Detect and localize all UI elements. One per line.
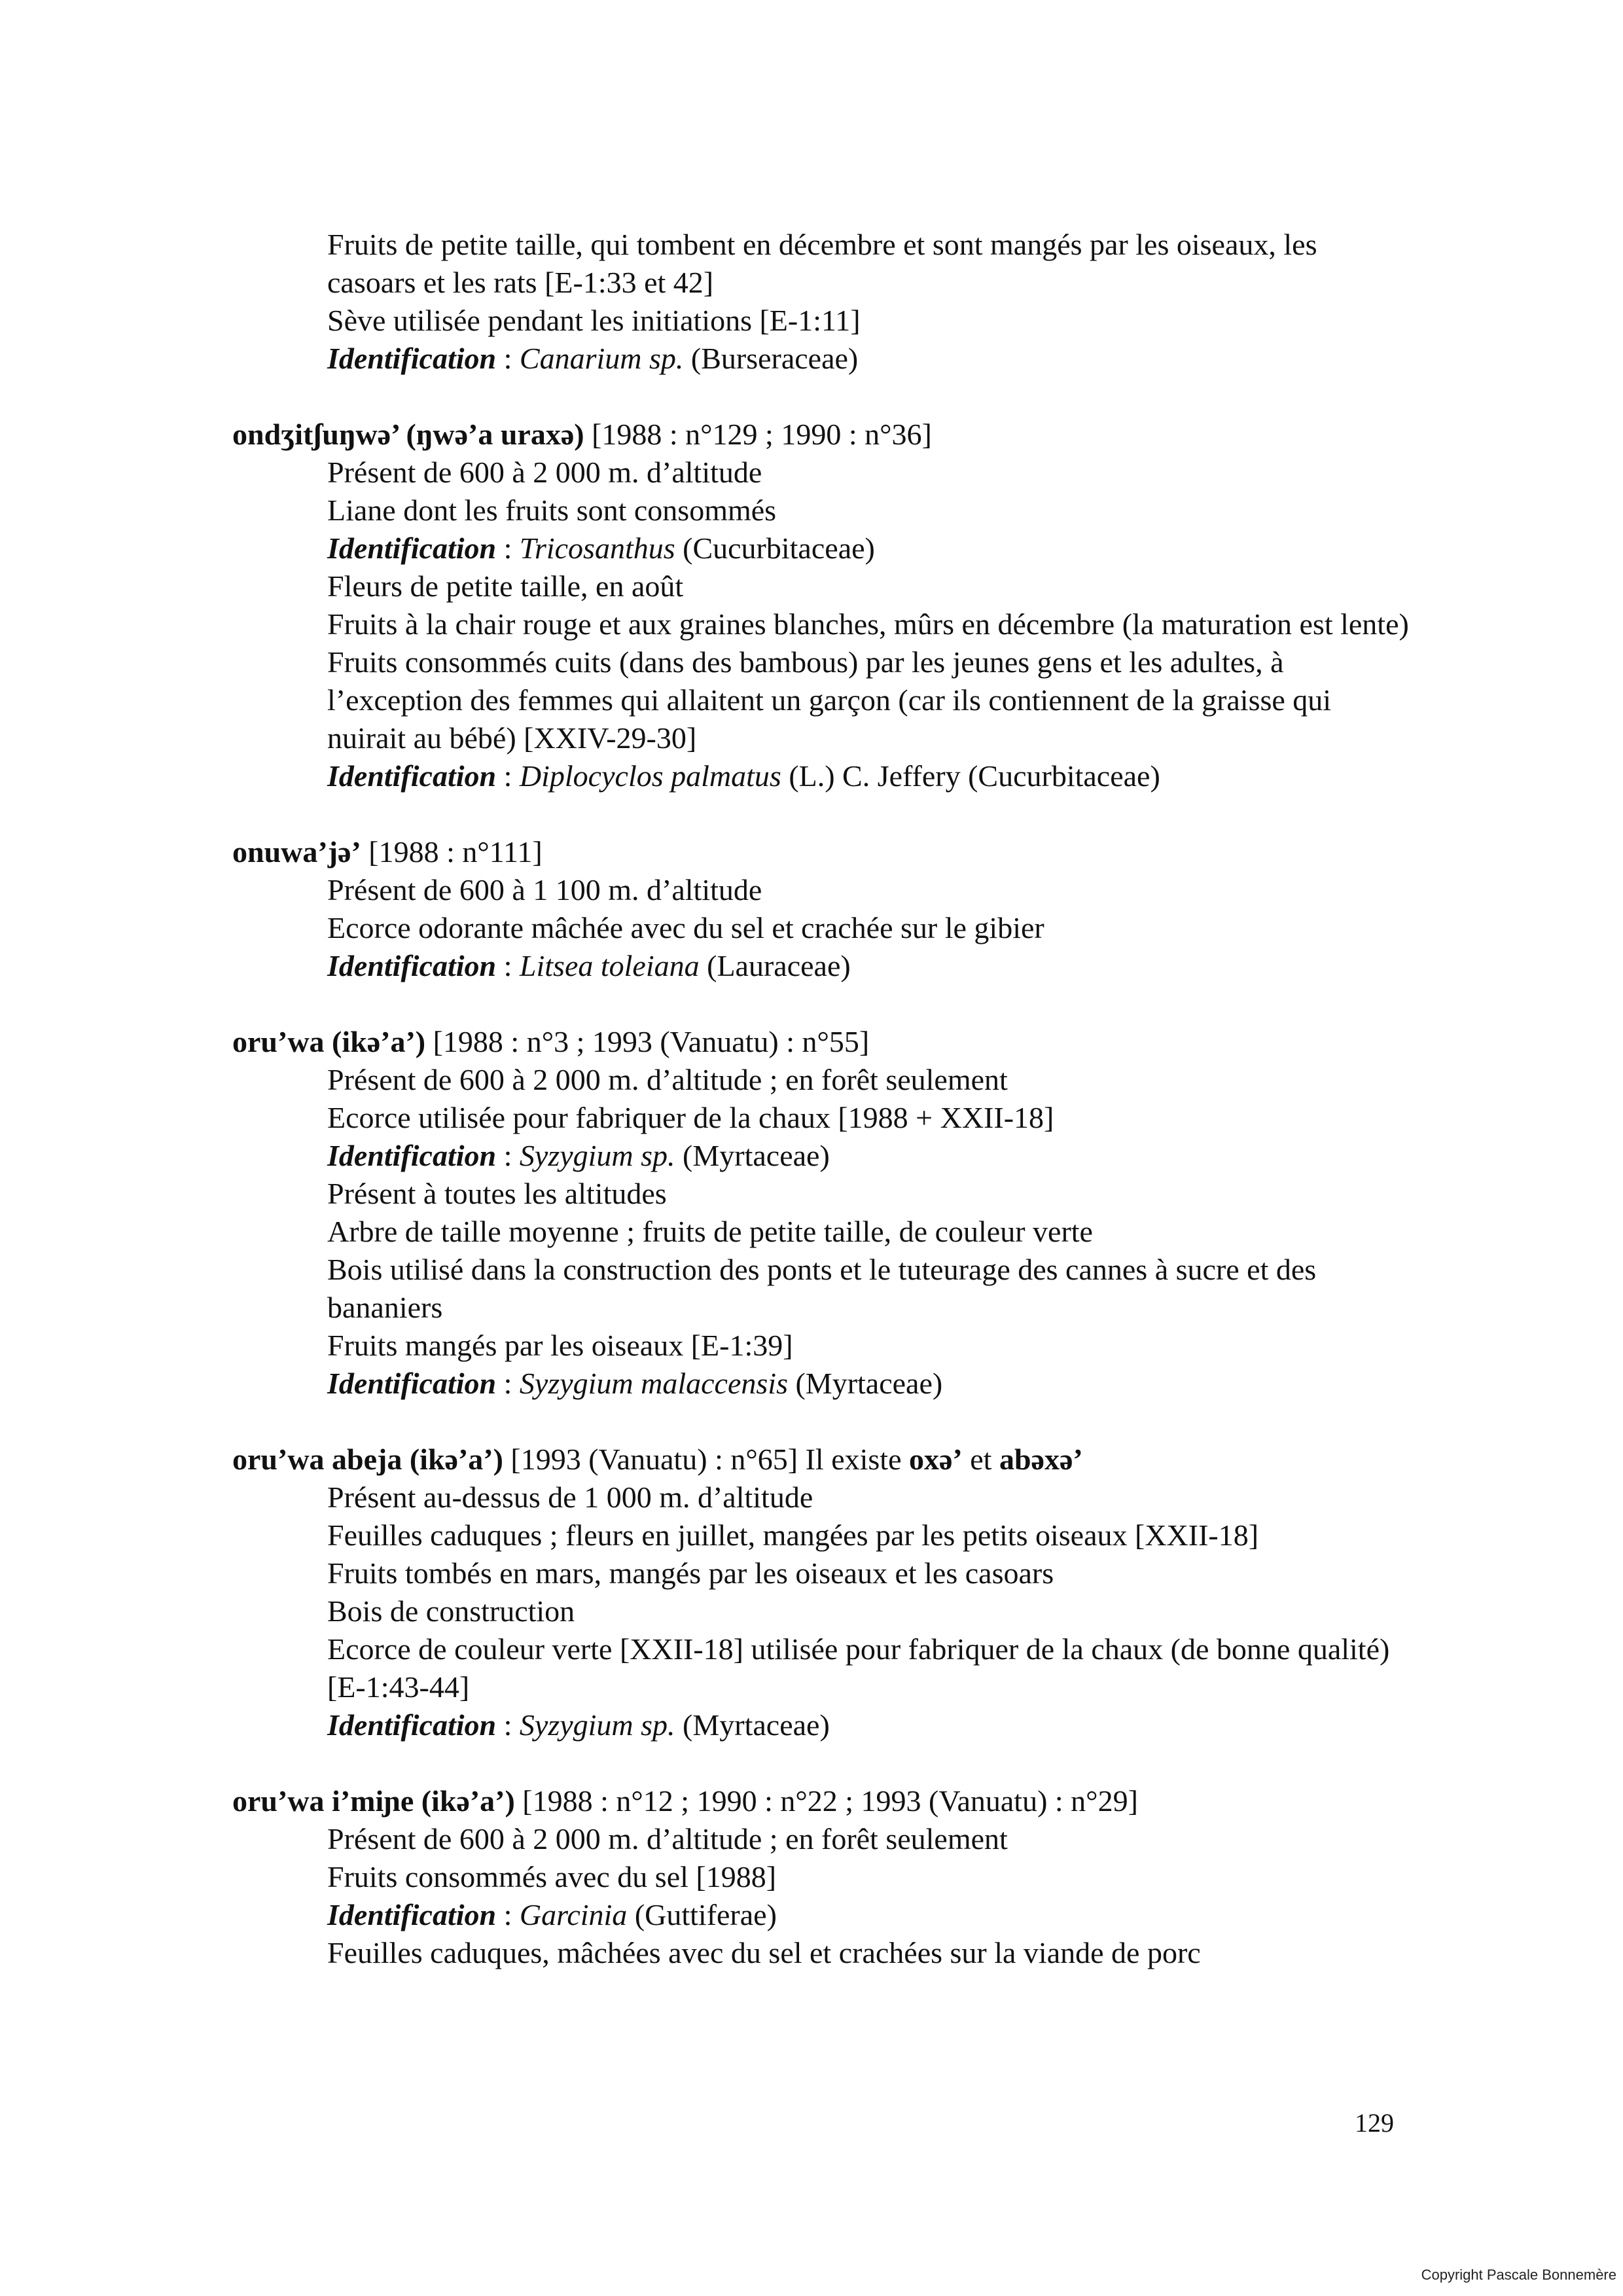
taxon-name: Canarium sp. <box>519 342 684 375</box>
variant-name: abəxə’ <box>999 1443 1083 1476</box>
entry-continuation <box>232 226 1410 378</box>
taxon-family: (Myrtaceae) <box>683 1708 830 1742</box>
identification-line <box>232 947 1410 985</box>
headword-line <box>232 416 1410 454</box>
headword: oru’wa i’miɲe (ikə’a’) <box>232 1784 515 1818</box>
headword: oru’wa (ikə’a’) <box>232 1025 426 1058</box>
headword-refs: [1988 : n°12 ; 1990 : n°22 ; 1993 (Vanuatu) : n°29] <box>522 1784 1138 1818</box>
identification-line <box>232 529 1410 567</box>
identification-separator: : <box>496 1139 520 1172</box>
taxon-family: (Lauraceae) <box>707 949 851 982</box>
entry-line: Feuilles caduques ; fleurs en juillet, mangées par les petits oiseaux [XXII-18] <box>327 1518 1259 1552</box>
entry-line: Fruits consommés cuits (dans des bambous) par les jeunes gens et les adultes, à l’exception des femmes qui allaitent un garçon (car ils contiennent de la graisse qui nuirait au bébé) [XXIV-29-30] <box>327 645 1332 755</box>
entry-line: Fruits tombés en mars, mangés par les oiseaux et les casoars <box>327 1556 1054 1590</box>
entry-line: Fruits de petite taille, qui tombent en décembre et sont mangés par les oiseaux, les casoars et les rats [E-1:33 et 42] <box>327 228 1317 299</box>
entry-onuwaje <box>232 833 1410 985</box>
entry-oruwa-imine <box>232 1782 1410 1972</box>
headword-refs: [1988 : n°3 ; 1993 (Vanuatu) : n°55] <box>433 1025 870 1058</box>
identification-label: Identification <box>327 759 497 793</box>
entry-oruwa <box>232 1023 1410 1403</box>
identification-separator: : <box>496 1367 520 1400</box>
identification-separator: : <box>496 531 520 565</box>
identification-separator: : <box>496 759 520 793</box>
headword-line <box>232 833 1410 871</box>
entry-line: Présent de 600 à 2 000 m. d’altitude ; en forêt seulement <box>327 1063 1008 1096</box>
copyright-notice: Copyright Pascale Bonnemère <box>1421 2267 1616 2283</box>
taxon-name: Garcinia <box>519 1898 628 1931</box>
entry-line: Présent à toutes les altitudes <box>327 1177 667 1210</box>
headword: oru’wa abeja (ikə’a’) <box>232 1443 503 1476</box>
identification-line <box>232 757 1410 795</box>
identification-separator: : <box>496 1708 520 1742</box>
entry-oruwa-abeja <box>232 1441 1410 1744</box>
taxon-name: Litsea toleiana <box>519 949 700 982</box>
taxon-family: (Myrtaceae) <box>683 1139 830 1172</box>
identification-label: Identification <box>327 342 497 375</box>
headword-line <box>232 1023 1410 1061</box>
entry-line: Fleurs de petite taille, en août <box>327 569 684 603</box>
headword-line <box>232 1441 1410 1479</box>
headword: ondʒitʃuŋwə’ (ŋwə’a uraxə) <box>232 418 584 451</box>
identification-label: Identification <box>327 1139 497 1172</box>
headword-refs: [1988 : n°111] <box>368 835 543 869</box>
entry-line: Fruits à la chair rouge et aux graines blanches, mûrs en décembre (la maturation est lente) <box>327 607 1409 641</box>
identification-label: Identification <box>327 1898 497 1931</box>
headword-refs: [1988 : n°129 ; 1990 : n°36] <box>592 418 932 451</box>
identification-label: Identification <box>327 531 497 565</box>
identification-line <box>232 1137 1410 1175</box>
taxon-family: (Myrtaceae) <box>795 1367 943 1400</box>
identification-line <box>232 340 1410 378</box>
identification-line <box>232 1706 1410 1744</box>
identification-label: Identification <box>327 1708 497 1742</box>
entry-line: Ecorce odorante mâchée avec du sel et crachée sur le gibier <box>327 911 1044 944</box>
entry-line: Présent de 600 à 1 100 m. d’altitude <box>327 873 762 906</box>
identification-separator: : <box>496 949 520 982</box>
headword: onuwa’jə’ <box>232 835 361 869</box>
entry-line: Sève utilisée pendant les initiations [E-1:11] <box>327 304 861 337</box>
entry-line: Arbre de taille moyenne ; fruits de petite taille, de couleur verte <box>327 1215 1093 1248</box>
entry-line: Bois de construction <box>327 1594 575 1628</box>
entry-line: Fruits consommés avec du sel [1988] <box>327 1860 777 1893</box>
taxon-name: Syzygium malaccensis <box>519 1367 788 1400</box>
entry-line: Feuilles caduques, mâchées avec du sel et crachées sur la viande de porc <box>327 1936 1201 1969</box>
entry-line: Liane dont les fruits sont consommés <box>327 493 777 527</box>
taxon-family: (Guttiferae) <box>634 1898 777 1931</box>
variant-joiner: et <box>970 1443 992 1476</box>
entry-line: Fruits mangés par les oiseaux [E-1:39] <box>327 1329 793 1362</box>
page-number: 129 <box>1355 2108 1394 2138</box>
identification-separator: : <box>496 1898 520 1931</box>
entry-line: Bois utilisé dans la construction des ponts et le tuteurage des cannes à sucre et des bananiers <box>327 1253 1317 1324</box>
identification-line <box>232 1365 1410 1403</box>
entry-line: Présent de 600 à 2 000 m. d’altitude ; en forêt seulement <box>327 1822 1008 1856</box>
headword-line <box>232 1782 1410 1820</box>
taxon-name: Diplocyclos palmatus <box>519 759 781 793</box>
headword-refs: [1993 (Vanuatu) : n°65] Il existe <box>510 1443 902 1476</box>
variant-name: oxə’ <box>909 1443 963 1476</box>
glossary-content <box>232 226 1410 1972</box>
taxon-family: (L.) C. Jeffery (Cucurbitaceae) <box>789 759 1160 793</box>
identification-separator: : <box>496 342 520 375</box>
taxon-family: (Cucurbitaceae) <box>683 531 875 565</box>
taxon-name: Syzygium sp. <box>519 1139 675 1172</box>
entry-line: Présent de 600 à 2 000 m. d’altitude <box>327 456 762 489</box>
identification-line <box>232 1896 1410 1934</box>
entry-line: Ecorce utilisée pour fabriquer de la chaux [1988 + XXII-18] <box>327 1101 1054 1134</box>
taxon-family: (Burseraceae) <box>690 342 859 375</box>
entry-line: Présent au-dessus de 1 000 m. d’altitude <box>327 1480 813 1514</box>
entry-line: Ecorce de couleur verte [XXII-18] utilisée pour fabriquer de la chaux (de bonne qualité) [E-1:43-44] <box>327 1632 1390 1704</box>
taxon-name: Tricosanthus <box>519 531 675 565</box>
identification-label: Identification <box>327 949 497 982</box>
identification-label: Identification <box>327 1367 497 1400</box>
entry-ondzitfunwe <box>232 416 1410 795</box>
taxon-name: Syzygium sp. <box>519 1708 675 1742</box>
